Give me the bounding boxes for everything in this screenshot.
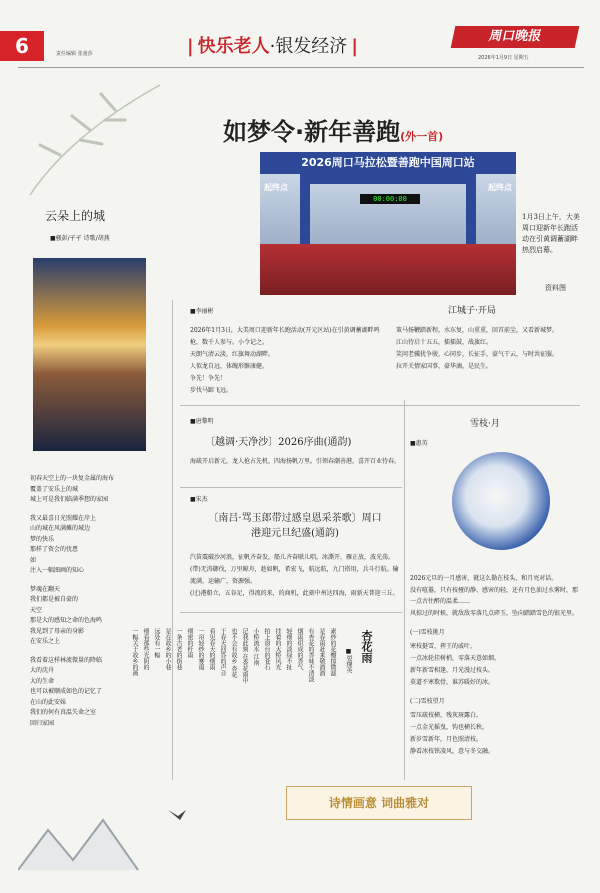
cloud-poem-line: 梦魂在翻天 xyxy=(30,585,61,593)
lishe-line: 2026年1月3日，大美周口迎新年长跑活动(开元区站)在引黄调蓄湖畔鸣枪，数千人参与。小令记之。 xyxy=(190,327,380,346)
song-line: (过)港船立，五谷足，得流的来，的商机，此刻中州达四海，雨新天普迎三丘。 xyxy=(190,590,399,597)
cloud-poem-line: 我又最喜日光照耀在岸上 xyxy=(30,514,97,522)
tang-body xyxy=(190,456,402,467)
xinghua-line: 挂着的大桥风光 xyxy=(274,628,281,670)
xuezhi-line: 没有喧嚣，只有枝桠的静、感害的轻，还有月色油过水雾时，那一点古往醉的温柔…… xyxy=(410,587,579,605)
section-dot: · xyxy=(269,36,276,57)
xinghua-line: 拍上窗台的苍石 xyxy=(263,628,270,670)
cloud-poem-line: 在山的此安妹 xyxy=(30,698,67,706)
xinghua-line: 细密的纤雨 xyxy=(186,628,193,658)
xuezhi-body xyxy=(410,573,578,758)
photo-caption: 1月3日上午，大美周口迎新年长跑活动在引黄调蓄湖畔热烈启幕。 xyxy=(522,213,580,254)
cloud-poem-line: 覆盖了安乐上的城 xyxy=(30,485,79,493)
xuezhi-title: 雪枝·月 xyxy=(470,419,500,429)
cloud-poem-line: 回归家园 xyxy=(30,719,55,727)
cloud-poem-line: 注入一幅图画的知心 xyxy=(30,567,85,574)
lishe-line: 天朗气清云淡，红旗舞动湖畔。 xyxy=(190,351,275,358)
arch-side-right: 起终点 xyxy=(488,183,512,192)
lishe-line: 步伐马蹄飞远。 xyxy=(190,387,233,394)
xinghua-line: 素纱的花瓣掠微滤 xyxy=(329,628,336,676)
jiangchengzi-body xyxy=(396,325,580,373)
xinghua-line: 于春天回答的声音 xyxy=(219,628,226,676)
jiangchengzi-line: 江山待启十五五，擂擂鼓，战旗红。 xyxy=(396,339,493,346)
xinghua-line: 一幅关于故乡的画 xyxy=(131,628,138,676)
row-divider-3 xyxy=(180,612,402,613)
xinghua-line: 细看那些光阴的 xyxy=(142,628,149,670)
cloud-poem-line: 大的生命 xyxy=(30,677,55,685)
bamboo-sprig-illustration xyxy=(20,75,170,205)
issue-date: 2026年1月9日 星期五 xyxy=(478,55,529,61)
jiangchengzi-line: 策马扬鞭踏新程，水东复，山重重，回首前尘，又看新城梦。 xyxy=(396,327,559,334)
race-clock: 00:00:00 xyxy=(360,194,420,204)
xinghua-line: 一条古老的街巷 xyxy=(175,628,182,670)
bottom-landscape-illustration xyxy=(18,790,318,880)
section-title-right: 银发经济 xyxy=(275,36,348,57)
tang-author: ■唐黎明 xyxy=(190,418,214,425)
cloud-poem-line: 山的城在风满摊的城边 xyxy=(30,525,91,532)
xinghua-line: 看见春天的细雨 xyxy=(208,628,215,670)
xinghua-line: 记我此刻 在杏花雨中 xyxy=(241,628,248,684)
cloud-poem-title: 云朵上的城 xyxy=(45,209,106,223)
xuezhi-sub1-line: 寒枝挺雪，挥王的戚叶。 xyxy=(410,643,477,650)
xuezhi-sub2-line: 雪压疏枝横，残灰斑露白。 xyxy=(410,712,483,719)
xuezhi-subtitle-2: (二)雪枝望月 xyxy=(410,698,445,705)
jiangchengzi-title: 江城子·开局 xyxy=(448,306,496,316)
xinghua-title: 杏花雨 xyxy=(360,630,373,663)
xuezhi-line: 风掠过的时候，就敌敌零落几点碎玉，坠向踏踏雪色的银光里。 xyxy=(410,610,579,617)
xuezhi-sub2-line: 一点金光摇曳，钩也横长秋。 xyxy=(410,724,489,731)
xinghua-line: 远处有一幅 xyxy=(153,628,160,658)
xinghua-line: 也不会有故乡 杏花 xyxy=(230,628,237,678)
photo-banner: 2026周口马拉松暨善跑中国周口站 xyxy=(260,152,516,174)
row-divider-2 xyxy=(180,487,402,488)
cloud-poem-stanza-gap xyxy=(30,577,160,585)
runners-crowd xyxy=(260,244,516,295)
cloud-poem-stanza-gap xyxy=(30,506,160,514)
cloud-poem-line: 我看着这样林流微量的降临 xyxy=(30,656,103,664)
song-line: (带)无涛御伐，万里鲸舟，趁如帆，希宏飞，航远航，九门搭用，兵斗行航。输流满，运输广，资源强。 xyxy=(190,566,399,585)
song-author: ■宋杰 xyxy=(190,496,208,503)
cloud-poem-line: 我见到了母亲的身影 xyxy=(30,627,85,635)
xuezhi-sub2-line: 新岁雪新年，月色照清枝。 xyxy=(410,736,483,743)
header-divider xyxy=(18,67,584,68)
xinghua-line: 轻细的淡绿不扯 xyxy=(285,628,292,670)
song-body xyxy=(190,552,402,600)
main-title-suffix: (外一首) xyxy=(400,130,444,143)
xinghua-line: 是春雨赶来敬酒酒 xyxy=(318,628,325,676)
cloud-poem-line: 梦的快乐 xyxy=(30,535,55,543)
song-title: 〔南吕·骂玉郎带过感皇恩采茶歌〕周口港迎元旦纪盛(通韵) xyxy=(208,513,382,539)
song-line: 汽笛震破沙河浪，征帆齐奋发，船儿齐奋联儿唱。冰澌开，雁正放，波光荡。 xyxy=(190,554,395,561)
xinghua-line: 小桥流水 江南 xyxy=(252,628,259,666)
jiangchengzi-line: 拉开关情家国事，豪华滴，是民生。 xyxy=(396,363,493,370)
cloud-poem-line: 城上可是我们临满季想的家园 xyxy=(30,496,109,503)
lishe-author: ■李丽彬 xyxy=(190,308,214,315)
xuezhi-author: ■惠英 xyxy=(410,440,428,447)
tang-line: 海疏开启新元，龙人抢占先机，四海扬帆万里。引领春潮善港，喜开百业待春。 xyxy=(190,458,401,465)
arch-side-left: 起终点 xyxy=(264,183,288,192)
cloud-poem-line: 初春天空上的一块复金属的海布 xyxy=(30,475,115,482)
section-bar-left: | xyxy=(187,36,194,57)
xinghua-line: 是在故乡的小巷 xyxy=(164,628,171,670)
cloud-poem-line: 我们都是被自豪的 xyxy=(30,596,79,603)
lishe-line: 人似龙自远，体魄形骸康健。 xyxy=(190,363,269,370)
section-title-left: 快乐老人 xyxy=(197,36,270,57)
lishe-body xyxy=(190,325,386,397)
cloud-poem-line: 也可以被顺成如色的记忆了 xyxy=(30,688,103,695)
xuezhi-intro: 2026元旦的一月感害，就这么勒在枝头，和月亮对话。 xyxy=(410,575,558,582)
xuezhi-sub2-line: 静看冰枝铁凌风，意与冬交融。 xyxy=(410,748,495,755)
xuezhi-sub1-line: 新年新雪相逢，月光漫过枝头。 xyxy=(410,667,495,674)
section-title xyxy=(183,32,362,58)
editor-credit: 责任编辑 张童莎 xyxy=(56,51,93,57)
main-title-text: 如梦令·新年善跑 xyxy=(223,118,401,146)
cloud-poem-line: 天空 xyxy=(30,606,43,614)
xinghua-line: 烟雨织成的香气 xyxy=(296,628,303,670)
page-number: 6 xyxy=(0,31,44,61)
marathon-photo xyxy=(260,152,516,295)
tang-title: 〔越调·天净沙〕2026序曲(通韵) xyxy=(205,437,352,448)
cloud-poem-line: 我们的何有真温失命之室 xyxy=(30,709,97,716)
cloud-poem-line: 大的沈舟 xyxy=(30,667,55,674)
xinghua-line: 有杏花的香味不清淡 xyxy=(307,628,314,682)
xuezhi-sub1-line: 莫道不寒欺骨，谁苏暖好的冰。 xyxy=(410,679,495,686)
column-divider-right xyxy=(404,400,405,780)
cloud-poem-line: 在安乐之上 xyxy=(30,638,61,645)
newspaper-logo: 周口晚报 xyxy=(451,26,580,48)
jiangchengzi-line: 笑问老骥犹争骏，心同步，长征手，豪气干云，与时共征服。 xyxy=(396,351,559,358)
xuezhi-subtitle-1: (一)雪枝挑月 xyxy=(410,629,445,636)
row-divider-1 xyxy=(180,405,580,406)
xuezhi-sub1-line: 一点冰轮挂树梢，零落天意如烟。 xyxy=(410,655,501,662)
cloud-poem-line: 那样了资会的忧患 xyxy=(30,546,79,553)
moon-branch-image xyxy=(452,452,550,550)
cloud-poem-line: 那是大的感知之命的色海鸣 xyxy=(30,617,103,624)
lishe-line: 争先！争先！ xyxy=(190,375,227,382)
xinghua-body xyxy=(131,628,338,778)
photo-credit: 资料图 xyxy=(545,284,566,292)
xinghua-line: 一帘轻纱的雾霭 xyxy=(197,628,204,670)
sunset-cloud-image xyxy=(33,258,146,451)
cloud-poem-author: ■骚彭/孑孑 诗歌/胡燕 xyxy=(50,235,110,242)
main-title xyxy=(223,112,443,147)
cloud-poem-line: 如 xyxy=(30,556,37,564)
xinghua-author: ■晏傑英 xyxy=(345,648,352,673)
poetry-stamp: 诗情画意 词曲雅对 xyxy=(286,786,472,820)
section-bar-right: | xyxy=(351,36,358,57)
